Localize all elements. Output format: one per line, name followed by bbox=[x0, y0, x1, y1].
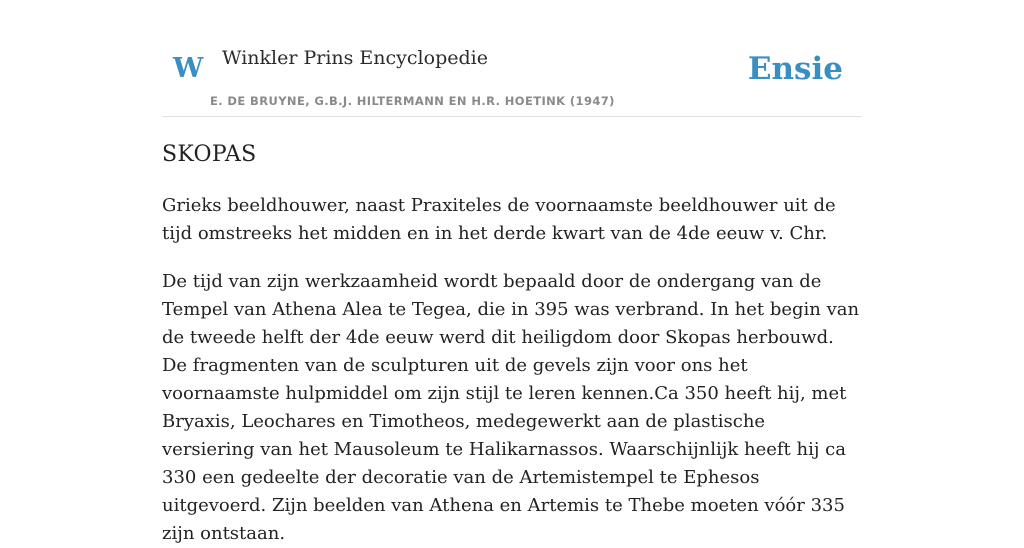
source-authors: E. DE BRUYNE, G.B.J. HILTERMANN EN H.R. HOETINK (1947) bbox=[210, 94, 615, 108]
article-paragraph: Grieks beeldhouwer, naast Praxiteles de voornaamste beeldhouwer uit de tijd omstreeks het midden en in het derde kwart van de 4de eeuw v. Chr. bbox=[162, 195, 836, 244]
source-title[interactable]: Winkler Prins Encyclopedie bbox=[222, 47, 488, 69]
source-header bbox=[162, 0, 862, 117]
ensie-brand-link[interactable]: Ensie bbox=[747, 51, 843, 87]
winkler-prins-logo: W bbox=[173, 53, 204, 84]
article-title: SKOPAS bbox=[162, 142, 257, 167]
article-paragraph: De tijd van zijn werkzaamheid wordt bepaald door de ondergang van de Tempel van Athena Alea te Tegea, die in 395 was verbrand. In het begin van de tweede helft der 4de eeuw werd dit heiligdom door Skopas herbouwd. De fragmenten van de sculpturen uit de gevels zijn voor ons het voornaamste hulpmiddel om zijn stijl te leren kennen.Ca 350 heeft hij, met Bryaxis, Leochares en Timotheos, medegewerkt aan de plastische versiering van het Mausoleum te Halikarnassos. Waarschijnlijk heeft hij ca 330 een gedeelte der decoratie van de Artemistempel te Ephesos uitgevoerd. Zijn beelden van Athena en Artemis te Thebe moeten vóór 335 zijn ontstaan. bbox=[162, 271, 860, 544]
article bbox=[162, 138, 862, 548]
